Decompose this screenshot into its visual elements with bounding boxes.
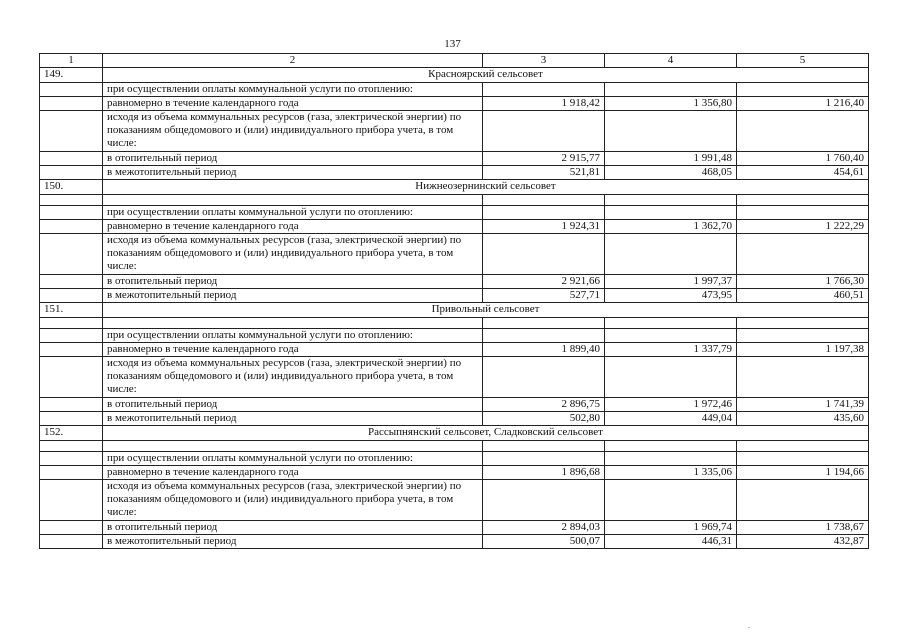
- empty-cell: [40, 83, 103, 97]
- tariff-table: [39, 53, 869, 549]
- empty-cell: [737, 441, 869, 452]
- value-cell: 1 337,79: [605, 343, 737, 357]
- empty-cell: [605, 206, 737, 220]
- empty-cell: [40, 398, 103, 412]
- section-row: [40, 426, 869, 441]
- row-label: в межотопительный период: [103, 166, 483, 180]
- empty-cell: [483, 234, 605, 275]
- table-row: [40, 83, 869, 97]
- row-label: при осуществлении оплаты коммунальной услуги по отоплению:: [103, 452, 483, 466]
- value-cell: 1 356,80: [605, 97, 737, 111]
- column-header: 4: [605, 54, 737, 68]
- empty-cell: [40, 329, 103, 343]
- empty-cell: [737, 111, 869, 152]
- row-label: равномерно в течение календарного года: [103, 466, 483, 480]
- table-row: [40, 398, 869, 412]
- empty-cell: [483, 83, 605, 97]
- empty-cell: [737, 357, 869, 398]
- empty-cell: [40, 234, 103, 275]
- value-cell: 1 896,68: [483, 466, 605, 480]
- row-label: при осуществлении оплаты коммунальной услуги по отоплению:: [103, 83, 483, 97]
- empty-cell: [605, 480, 737, 521]
- row-label: в отопительный период: [103, 398, 483, 412]
- empty-cell: [103, 195, 483, 206]
- empty-cell: [605, 83, 737, 97]
- value-cell: 1 924,31: [483, 220, 605, 234]
- value-cell: 435,60: [737, 412, 869, 426]
- empty-cell: [483, 357, 605, 398]
- empty-cell: [737, 83, 869, 97]
- empty-cell: [40, 206, 103, 220]
- empty-cell: [737, 452, 869, 466]
- value-cell: 432,87: [737, 535, 869, 549]
- value-cell: 1 738,67: [737, 521, 869, 535]
- section-row: [40, 68, 869, 83]
- section-title: Нижнеозернинский сельсовет: [103, 180, 869, 195]
- value-cell: 1 760,40: [737, 152, 869, 166]
- section-number: 151.: [40, 303, 103, 318]
- empty-cell: [40, 480, 103, 521]
- table-row: [40, 289, 869, 303]
- row-label: в межотопительный период: [103, 535, 483, 549]
- empty-cell: [103, 318, 483, 329]
- value-cell: 2 921,66: [483, 275, 605, 289]
- empty-cell: [605, 318, 737, 329]
- empty-cell: [737, 234, 869, 275]
- value-cell: 1 918,42: [483, 97, 605, 111]
- empty-cell: [40, 220, 103, 234]
- section-title: Красноярский сельсовет: [103, 68, 869, 83]
- value-cell: 468,05: [605, 166, 737, 180]
- table-row: [40, 111, 869, 152]
- value-cell: 1 216,40: [737, 97, 869, 111]
- value-cell: 1 222,29: [737, 220, 869, 234]
- empty-cell: [737, 480, 869, 521]
- empty-cell: [40, 357, 103, 398]
- value-cell: 1 741,39: [737, 398, 869, 412]
- empty-cell: [40, 275, 103, 289]
- column-header: 1: [40, 54, 103, 68]
- value-cell: 460,51: [737, 289, 869, 303]
- empty-cell: [483, 329, 605, 343]
- row-label: при осуществлении оплаты коммунальной услуги по отоплению:: [103, 329, 483, 343]
- empty-cell: [40, 166, 103, 180]
- row-label: при осуществлении оплаты коммунальной услуги по отоплению:: [103, 206, 483, 220]
- value-cell: 2 894,03: [483, 521, 605, 535]
- row-label: в отопительный период: [103, 152, 483, 166]
- row-label: в межотопительный период: [103, 289, 483, 303]
- empty-cell: [103, 441, 483, 452]
- empty-cell: [40, 521, 103, 535]
- value-cell: 1 991,48: [605, 152, 737, 166]
- section-title: Привольный сельсовет: [103, 303, 869, 318]
- table-row: [40, 480, 869, 521]
- empty-cell: [605, 357, 737, 398]
- empty-cell: [40, 318, 103, 329]
- row-label: равномерно в течение календарного года: [103, 97, 483, 111]
- table-row: [40, 166, 869, 180]
- empty-cell: [40, 152, 103, 166]
- empty-cell: [737, 206, 869, 220]
- empty-cell: [40, 412, 103, 426]
- table-row: [40, 234, 869, 275]
- row-label: равномерно в течение календарного года: [103, 343, 483, 357]
- blank-row: [40, 195, 869, 206]
- table-header-row: [40, 54, 869, 68]
- value-cell: 2 896,75: [483, 398, 605, 412]
- empty-cell: [483, 206, 605, 220]
- section-row: [40, 303, 869, 318]
- table-row: [40, 452, 869, 466]
- row-label: в межотопительный период: [103, 412, 483, 426]
- row-label: исходя из объема коммунальных ресурсов (газа, электрической энергии) по показаниям общедомового и (или) индивидуального прибора учета, в том числе:: [103, 111, 483, 152]
- value-cell: 446,31: [605, 535, 737, 549]
- table-row: [40, 329, 869, 343]
- value-cell: 502,80: [483, 412, 605, 426]
- value-cell: 1 194,66: [737, 466, 869, 480]
- scan-artifact: .: [747, 620, 750, 630]
- row-label: в отопительный период: [103, 521, 483, 535]
- row-label: равномерно в течение календарного года: [103, 220, 483, 234]
- section-number: 152.: [40, 426, 103, 441]
- empty-cell: [40, 441, 103, 452]
- table-row: [40, 521, 869, 535]
- row-label: исходя из объема коммунальных ресурсов (газа, электрической энергии) по показаниям общедомового и (или) индивидуального прибора учета, в том числе:: [103, 234, 483, 275]
- empty-cell: [605, 452, 737, 466]
- column-header: 2: [103, 54, 483, 68]
- empty-cell: [40, 289, 103, 303]
- empty-cell: [737, 318, 869, 329]
- blank-row: [40, 441, 869, 452]
- empty-cell: [605, 195, 737, 206]
- empty-cell: [40, 535, 103, 549]
- empty-cell: [40, 466, 103, 480]
- empty-cell: [605, 111, 737, 152]
- section-number: 150.: [40, 180, 103, 195]
- empty-cell: [40, 111, 103, 152]
- empty-cell: [40, 452, 103, 466]
- blank-row: [40, 318, 869, 329]
- empty-cell: [483, 480, 605, 521]
- table-row: [40, 343, 869, 357]
- table-row: [40, 220, 869, 234]
- table-row: [40, 152, 869, 166]
- empty-cell: [40, 195, 103, 206]
- section-row: [40, 180, 869, 195]
- value-cell: 1 766,30: [737, 275, 869, 289]
- column-header: 5: [737, 54, 869, 68]
- value-cell: 449,04: [605, 412, 737, 426]
- empty-cell: [483, 195, 605, 206]
- value-cell: 521,81: [483, 166, 605, 180]
- value-cell: 1 972,46: [605, 398, 737, 412]
- empty-cell: [483, 441, 605, 452]
- value-cell: 1 197,38: [737, 343, 869, 357]
- section-number: 149.: [40, 68, 103, 83]
- value-cell: 1 899,40: [483, 343, 605, 357]
- empty-cell: [605, 329, 737, 343]
- empty-cell: [483, 111, 605, 152]
- empty-cell: [605, 234, 737, 275]
- table-row: [40, 97, 869, 111]
- row-label: исходя из объема коммунальных ресурсов (газа, электрической энергии) по показаниям общедомового и (или) индивидуального прибора учета, в том числе:: [103, 357, 483, 398]
- value-cell: 1 362,70: [605, 220, 737, 234]
- empty-cell: [40, 97, 103, 111]
- row-label: исходя из объема коммунальных ресурсов (газа, электрической энергии) по показаниям общедомового и (или) индивидуального прибора учета, в том числе:: [103, 480, 483, 521]
- table-row: [40, 206, 869, 220]
- value-cell: 527,71: [483, 289, 605, 303]
- table-row: [40, 275, 869, 289]
- value-cell: 2 915,77: [483, 152, 605, 166]
- empty-cell: [483, 452, 605, 466]
- empty-cell: [605, 441, 737, 452]
- table-row: [40, 535, 869, 549]
- value-cell: 454,61: [737, 166, 869, 180]
- value-cell: 500,07: [483, 535, 605, 549]
- value-cell: 1 969,74: [605, 521, 737, 535]
- empty-cell: [737, 195, 869, 206]
- page-number: 137: [444, 38, 461, 50]
- empty-cell: [483, 318, 605, 329]
- row-label: в отопительный период: [103, 275, 483, 289]
- value-cell: 1 997,37: [605, 275, 737, 289]
- value-cell: 473,95: [605, 289, 737, 303]
- section-title: Рассыпнянский сельсовет, Сладковский сельсовет: [103, 426, 869, 441]
- table-row: [40, 412, 869, 426]
- table-row: [40, 466, 869, 480]
- column-header: 3: [483, 54, 605, 68]
- table-row: [40, 357, 869, 398]
- empty-cell: [40, 343, 103, 357]
- empty-cell: [737, 329, 869, 343]
- value-cell: 1 335,06: [605, 466, 737, 480]
